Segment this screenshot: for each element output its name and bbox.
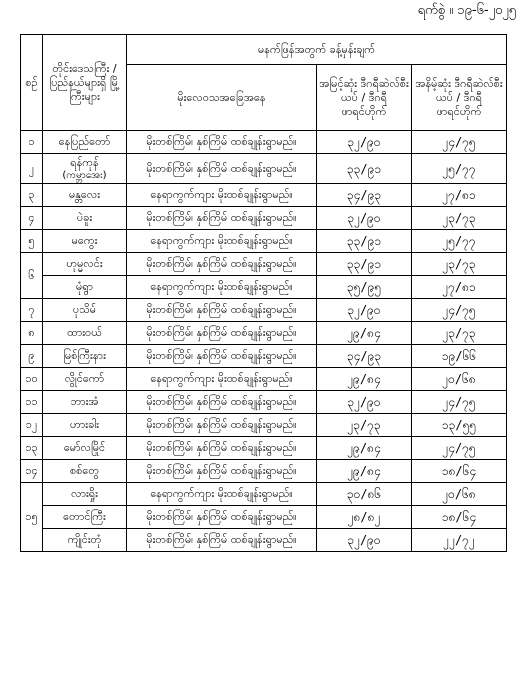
min-temp: ၂၄/၇၅ xyxy=(412,437,507,460)
max-temp: ၃၃/၉၁ xyxy=(317,154,412,184)
row-number: ၂ xyxy=(21,154,43,184)
city-name: စစ်တွေ xyxy=(43,460,127,483)
row-number: ၁ xyxy=(21,131,43,154)
row-number: ၁၄ xyxy=(21,460,43,483)
header-condition: မိုးလေဝသအခြေအနေ xyxy=(127,65,317,131)
city-name: မန္တလေး xyxy=(43,184,127,207)
weather-condition: မိုးတစ်ကြိမ်၊ နှစ်ကြိမ် ထစ်ချုန်းရွာမည်။ xyxy=(127,253,317,276)
weather-condition: မိုးတစ်ကြိမ်၊ နှစ်ကြိမ် ထစ်ချုန်းရွာမည်။ xyxy=(127,322,317,345)
max-temp: ၃၂/၉၀ xyxy=(317,207,412,230)
row-number: ၃ xyxy=(21,184,43,207)
min-temp: ၂၅/၇၇ xyxy=(412,230,507,253)
min-temp: ၂၄/၇၅ xyxy=(412,131,507,154)
row-number: ၄ xyxy=(21,207,43,230)
weather-condition: နေရာကွက်ကျား မိုးထစ်ချုန်းရွာမည်။ xyxy=(127,276,317,299)
row-number: ၈ xyxy=(21,322,43,345)
weather-condition: မိုးတစ်ကြိမ်၊ နှစ်ကြိမ် ထစ်ချုန်းရွာမည်။ xyxy=(127,529,317,552)
max-temp: ၃၄/၉၃ xyxy=(317,345,412,368)
max-temp: ၃၂/၉၀ xyxy=(317,529,412,552)
city-name: မြစ်ကြီးနား xyxy=(43,345,127,368)
header-min-temp: အနိမ့်ဆုံး ဒီဂရီဆဲလ်စီးယပ် / ဒီဂရီဖာရင်ဟိုက် xyxy=(412,65,507,131)
weather-forecast-table xyxy=(20,34,507,552)
max-temp: ၂၉/၈၄ xyxy=(317,460,412,483)
min-temp: ၂၂/၇၂ xyxy=(412,529,507,552)
header-forecast: မနက်ဖြန်အတွက် ခန့်မှန်းချက် xyxy=(127,35,507,65)
row-number: ၁၃ xyxy=(21,437,43,460)
weather-condition: မိုးတစ်ကြိမ်၊ နှစ်ကြိမ် ထစ်ချုန်းရွာမည်။ xyxy=(127,299,317,322)
max-temp: ၃၅/၉၅ xyxy=(317,276,412,299)
max-temp: ၃၀/၈၆ xyxy=(317,483,412,506)
weather-condition: မိုးတစ်ကြိမ်၊ နှစ်ကြိမ် ထစ်ချုန်းရွာမည်။ xyxy=(127,391,317,414)
min-temp: ၂၃/၇၃ xyxy=(412,253,507,276)
header-max-temp: အမြင့်ဆုံး ဒီဂရီဆဲလ်စီးယပ် / ဒီဂရီဖာရင်ဟိုက် xyxy=(317,65,412,131)
weather-condition: နေရာကွက်ကျား မိုးထစ်ချုန်းရွာမည်။ xyxy=(127,483,317,506)
max-temp: ၃၂/၉၀ xyxy=(317,299,412,322)
row-number: ၁၀ xyxy=(21,368,43,391)
min-temp: ၂၅/၇၇ xyxy=(412,154,507,184)
weather-condition: နေရာကွက်ကျား မိုးထစ်ချုန်းရွာမည်။ xyxy=(127,184,317,207)
row-number: ၁၅ xyxy=(21,483,43,552)
row-number: ၇ xyxy=(21,299,43,322)
min-temp: ၁၈/၆၄ xyxy=(412,460,507,483)
city-name: လွိုင်ကော် xyxy=(43,368,127,391)
max-temp: ၂၉/၈၄ xyxy=(317,437,412,460)
min-temp: ၁၈/၆၄ xyxy=(412,506,507,529)
max-temp: ၃၃/၉၁ xyxy=(317,253,412,276)
row-number: ၉ xyxy=(21,345,43,368)
city-name xyxy=(43,154,127,184)
city-name: ဟုမ္မလင်း xyxy=(43,253,127,276)
city-name-sub: (ကမ္ဘာအေး) xyxy=(62,169,107,181)
report-date: ရက်စွဲ ။ ၁၉-၆-၂၀၂၅ xyxy=(417,3,516,18)
city-name: မကွေး xyxy=(43,230,127,253)
city-name: တောင်ကြီး xyxy=(43,506,127,529)
row-number: ၁၁ xyxy=(21,391,43,414)
city-name: နေပြည်တော် xyxy=(43,131,127,154)
min-temp: ၂၇/၈၁ xyxy=(412,184,507,207)
header-city: တိုင်းဒေသကြီး / ပြည်နယ်များရှိ မြို့ကြီးများ xyxy=(43,35,127,131)
weather-condition: မိုးတစ်ကြိမ်၊ နှစ်ကြိမ် ထစ်ချုန်းရွာမည်။ xyxy=(127,414,317,437)
city-name: ပုသိမ် xyxy=(43,299,127,322)
weather-condition: မိုးတစ်ကြိမ်၊ နှစ်ကြိမ် ထစ်ချုန်းရွာမည်။ xyxy=(127,506,317,529)
max-temp: ၃၃/၉၁ xyxy=(317,230,412,253)
city-name: လားရှိုး xyxy=(43,483,127,506)
city-name: မော်လမြိုင် xyxy=(43,437,127,460)
header-no: စဉ် xyxy=(21,35,43,131)
max-temp: ၂၉/၈၄ xyxy=(317,322,412,345)
city-name: ထားဝယ် xyxy=(43,322,127,345)
min-temp: ၂၄/၇၅ xyxy=(412,391,507,414)
weather-condition: နေရာကွက်ကျား မိုးထစ်ချုန်းရွာမည်။ xyxy=(127,368,317,391)
city-name: ကျိုင်းတုံ xyxy=(43,529,127,552)
city-name-main: ရန်ကုန် xyxy=(70,155,99,169)
row-number: ၆ xyxy=(21,253,43,299)
min-temp: ၁၉/၆၆ xyxy=(412,345,507,368)
row-number: ၅ xyxy=(21,230,43,253)
max-temp: ၂၉/၈၄ xyxy=(317,368,412,391)
weather-condition: မိုးတစ်ကြိမ်၊ နှစ်ကြိမ် ထစ်ချုန်းရွာမည်။ xyxy=(127,154,317,184)
max-temp: ၂၈/၈၂ xyxy=(317,506,412,529)
min-temp: ၁၃/၅၅ xyxy=(412,414,507,437)
city-name: ဟားခါး xyxy=(43,414,127,437)
min-temp: ၂၀/၆၈ xyxy=(412,368,507,391)
min-temp: ၂၃/၇၃ xyxy=(412,322,507,345)
weather-condition: မိုးတစ်ကြိမ်၊ နှစ်ကြိမ် ထစ်ချုန်းရွာမည်။ xyxy=(127,460,317,483)
city-name: မုံရွာ xyxy=(43,276,127,299)
min-temp: ၂၄/၇၅ xyxy=(412,299,507,322)
max-temp: ၂၃/၇၃ xyxy=(317,414,412,437)
city-name: ဘားအံ xyxy=(43,391,127,414)
city-name: ပဲခူး xyxy=(43,207,127,230)
min-temp: ၂၀/၆၈ xyxy=(412,483,507,506)
weather-condition: နေရာကွက်ကျား မိုးထစ်ချုန်းရွာမည်။ xyxy=(127,230,317,253)
min-temp: ၂၃/၇၃ xyxy=(412,207,507,230)
weather-condition: မိုးတစ်ကြိမ်၊ နှစ်ကြိမ် ထစ်ချုန်းရွာမည်။ xyxy=(127,207,317,230)
row-number: ၁၂ xyxy=(21,414,43,437)
weather-condition: မိုးတစ်ကြိမ်၊ နှစ်ကြိမ် ထစ်ချုန်းရွာမည်။ xyxy=(127,131,317,154)
weather-condition: မိုးတစ်ကြိမ်၊ နှစ်ကြိမ် ထစ်ချုန်းရွာမည်။ xyxy=(127,345,317,368)
max-temp: ၃၂/၉၀ xyxy=(317,391,412,414)
max-temp: ၃၄/၉၃ xyxy=(317,184,412,207)
max-temp: ၃၂/၉၀ xyxy=(317,131,412,154)
min-temp: ၂၇/၈၁ xyxy=(412,276,507,299)
weather-condition: မိုးတစ်ကြိမ်၊ နှစ်ကြိမ် ထစ်ချုန်းရွာမည်။ xyxy=(127,437,317,460)
